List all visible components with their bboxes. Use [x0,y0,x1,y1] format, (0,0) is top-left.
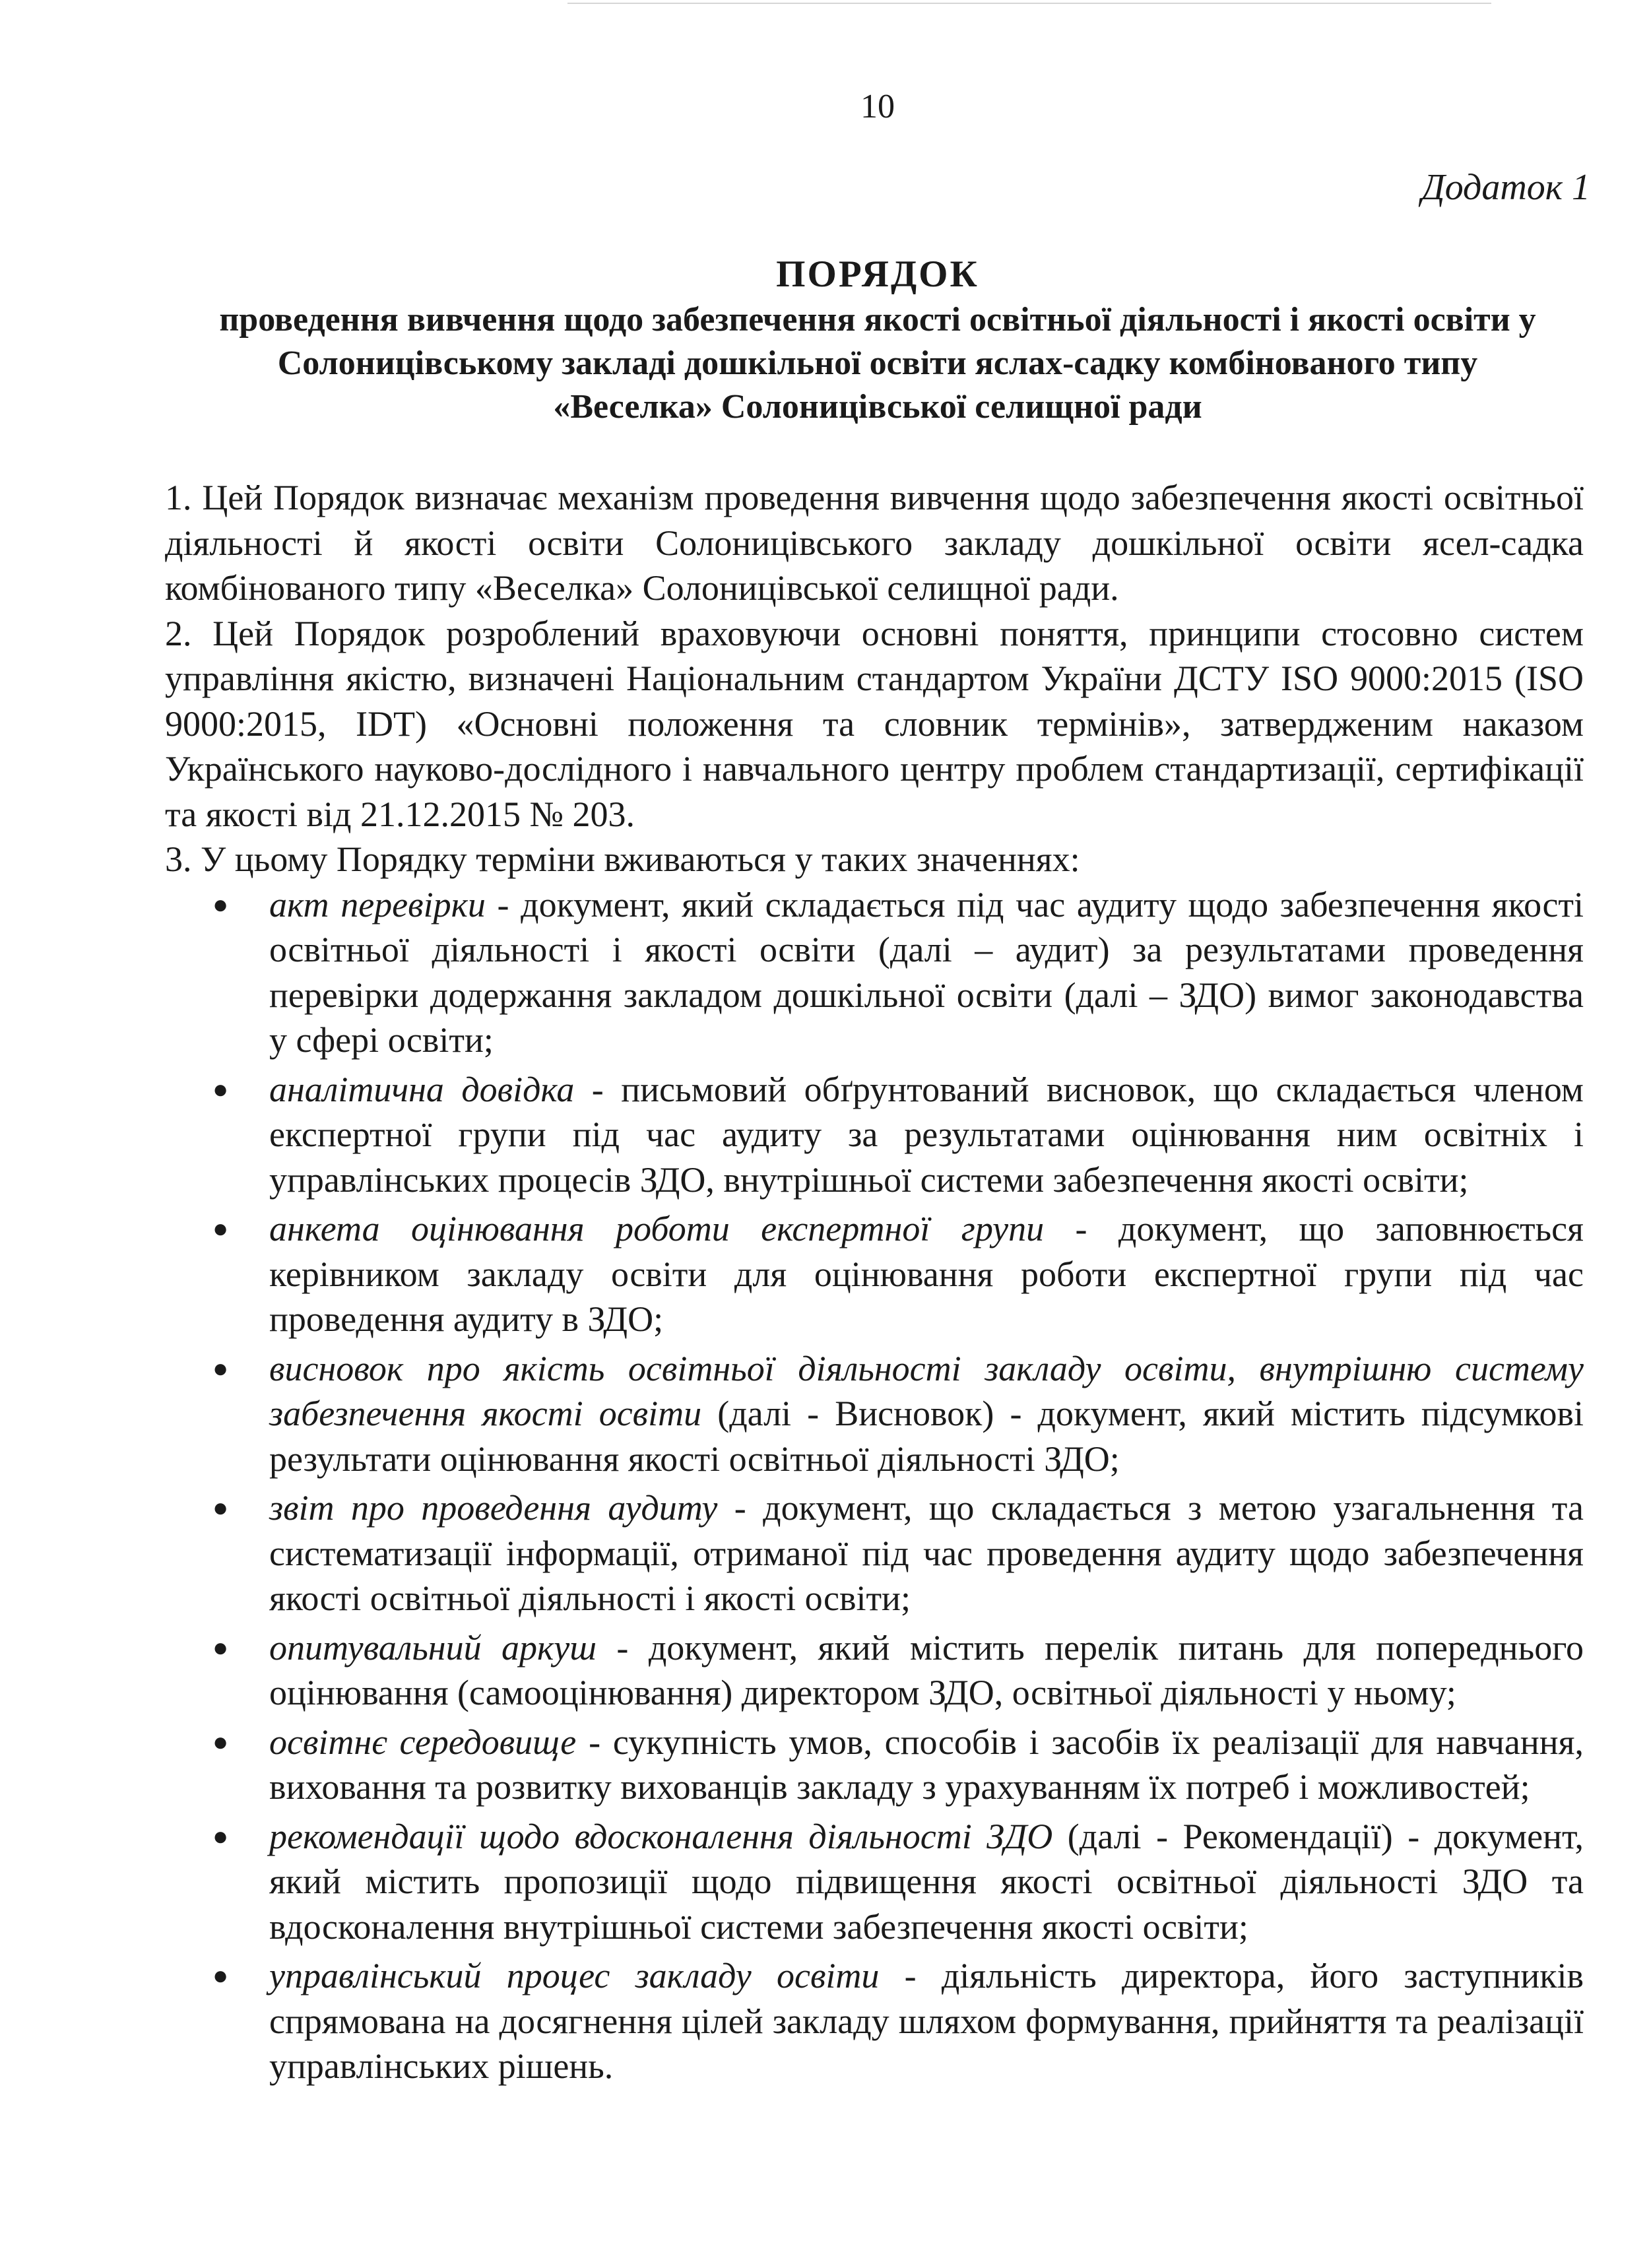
list-item [165,1067,1584,1203]
list-item [165,1953,1584,2089]
term-name: акт перевірки [269,884,486,924]
list-item [165,1720,1584,1810]
bullet-icon: ● [212,1726,229,1757]
appendix-label: Додаток 1 [1421,167,1590,208]
list-item [165,1346,1584,1482]
term-name: звіт про проведення аудиту [269,1488,718,1528]
term-definition: - документ, який містить перелік питань для попереднього оцінювання (самооцінювання) директором ЗДО, освітньої діяльності у ньому; [269,1627,1584,1712]
title-main: ПОРЯДОК [776,253,979,295]
terms-list [165,882,1584,2089]
term-definition: - документ, який складається під час аудиту щодо забезпечення якості освітньої діяльності і якості освіти (далі – аудит) за результатами проведення перевірки додержання закладом дошкільної освіти (далі – ЗДО) вимог законодавства у сфері освіти; [269,884,1584,1060]
term-definition: (далі - Рекомендації) - документ, який містить пропозиції щодо підвищення якості освітньої діяльності ЗДО та вдосконалення внутрішньої системи забезпечення якості освіти; [269,1816,1584,1947]
page-number: 10 [860,88,895,125]
bullet-icon: ● [212,1821,229,1851]
bullet-icon: ● [212,1960,229,1990]
list-item [165,1206,1584,1342]
bullet-icon: ● [212,1353,229,1383]
term-name: анкета оцінювання роботи експертної групи [269,1209,1045,1248]
term-name: освітнє середовище [269,1722,577,1762]
list-item [165,1485,1584,1621]
document-body [165,475,1584,2093]
bullet-icon: ● [212,1632,229,1662]
term-name: управлінський процес закладу освіти [269,1956,880,1995]
term-definition: - діяльність директора, його заступників спрямована на досягнення цілей закладу шляхом формування, прийняття та реалізації управлінських рішень. [269,1956,1584,2086]
document-title [165,251,1590,429]
term-definition: (далі - Висновок) - документ, який містить підсумкові результати оцінювання якості освітньої діяльності ЗДО; [269,1394,1584,1479]
bullet-icon: ● [212,1074,229,1104]
title-subtitle: проведення вивчення щодо забезпечення якості освітньої діяльності і якості освіти у Солоницівському закладі дошкільної освіти яслах-садку комбінованого типу «Веселка» Солоницівської селищної ради [219,301,1536,426]
term-name: висновок про якість освітньої діяльності закладу освіти, внутрішню систему забезпечення якості освіти [269,1348,1584,1433]
term-name: рекомендації щодо вдосконалення діяльності ЗДО [269,1816,1053,1856]
bullet-icon: ● [212,1493,229,1522]
list-item [165,1814,1584,1950]
paragraph-1: 1. Цей Порядок визначає механізм проведення вивчення щодо забезпечення якості освітньої діяльності й якості освіти Солоницівського закладу дошкільної освіти ясел-садка комбінованого типу «Веселка» Солоницівської селищної ради. [165,478,1584,608]
list-item [165,1625,1584,1716]
bullet-icon: ● [212,1214,229,1243]
paragraph-2: 2. Цей Порядок розроблений враховуючи основні поняття, принципи стосовно систем управління якістю, визначені Національним стандартом України ДСТУ ISO 9000:2015 (ISO 9000:2015, IDT) «Основні положення та словник термінів», затвердженим наказом Українського науково-дослідного і навчального центру проблем стандартизації, сертифікації та якості від 21.12.2015 № 203. [165,613,1584,834]
paragraph-3: 3. У цьому Порядку терміни вживаються у таких значеннях: [165,839,1080,879]
term-definition: - сукупність умов, способів і засобів їх реалізації для навчання, виховання та розвитку вихованців закладу з урахуванням їх потреб і можливостей; [269,1722,1584,1807]
term-name: аналітична довідка [269,1069,575,1109]
term-definition: - письмовий обґрунтований висновок, що складається членом експертної групи під час аудиту за результатами оцінювання ним освітніх і управлінських процесів ЗДО, внутрішньої системи забезпечення якості освіти; [269,1069,1584,1200]
list-item [165,882,1584,1063]
scan-edge-line [567,3,1491,4]
term-definition: - документ, що складається з метою узагальнення та систематизації інформації, отриманої під час проведення аудиту щодо забезпечення якості освітньої діяльності і якості освіти; [269,1488,1584,1618]
term-name: опитувальний аркуш [269,1627,597,1668]
bullet-icon: ● [212,889,229,919]
term-definition: - документ, що заповнюється керівником закладу освіти для оцінювання роботи експертної групи під час проведення аудиту в ЗДО; [269,1209,1584,1339]
